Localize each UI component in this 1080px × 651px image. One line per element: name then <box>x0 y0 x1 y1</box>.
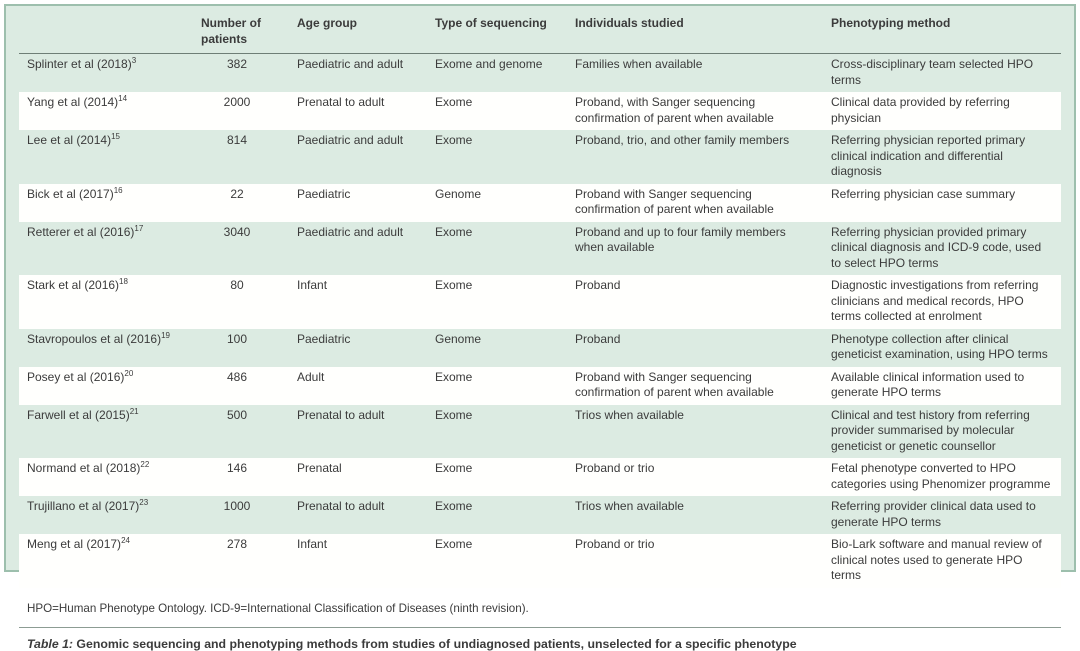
sequencing-cell: Exome <box>427 130 567 184</box>
individuals-cell: Trios when available <box>567 496 823 534</box>
table-row <box>19 54 1061 93</box>
sequencing-cell: Exome <box>427 222 567 276</box>
table-row <box>19 405 1061 459</box>
table-caption-label: Table 1: <box>27 637 73 651</box>
sequencing-cell: Genome <box>427 184 567 222</box>
table-caption <box>19 627 1061 651</box>
reference-superscript: 22 <box>140 460 149 469</box>
study-name: Posey et al (2016) <box>27 370 124 384</box>
patients-cell: 146 <box>187 458 289 496</box>
individuals-cell: Proband <box>567 329 823 367</box>
table-row <box>19 130 1061 184</box>
reference-superscript: 18 <box>119 277 128 286</box>
col-header-individuals: Individuals studied <box>567 6 823 54</box>
age-cell: Prenatal to adult <box>289 405 427 459</box>
study-name: Normand et al (2018) <box>27 461 140 475</box>
individuals-cell: Proband with Sanger sequencing confirmation of parent when available <box>567 367 823 405</box>
table-row <box>19 534 1061 588</box>
reference-superscript: 14 <box>118 94 127 103</box>
age-cell: Adult <box>289 367 427 405</box>
age-cell: Infant <box>289 275 427 329</box>
study-cell <box>19 534 187 588</box>
age-cell: Prenatal to adult <box>289 496 427 534</box>
study-name: Meng et al (2017) <box>27 537 121 551</box>
phenotyping-cell: Clinical and test history from referring provider summarised by molecular geneticist or genetic counsellor <box>823 405 1061 459</box>
study-cell <box>19 92 187 130</box>
age-cell: Infant <box>289 534 427 588</box>
patients-cell: 2000 <box>187 92 289 130</box>
col-header-patients: Number of patients <box>187 6 289 54</box>
study-name: Stark et al (2016) <box>27 278 119 292</box>
reference-superscript: 15 <box>111 132 120 141</box>
study-cell <box>19 329 187 367</box>
table-row <box>19 367 1061 405</box>
study-cell <box>19 496 187 534</box>
table-row <box>19 329 1061 367</box>
reference-superscript: 24 <box>121 536 130 545</box>
age-cell: Paediatric and adult <box>289 54 427 93</box>
study-cell <box>19 222 187 276</box>
individuals-cell: Families when available <box>567 54 823 93</box>
phenotyping-cell: Phenotype collection after clinical geneticist examination, using HPO terms <box>823 329 1061 367</box>
study-name: Yang et al (2014) <box>27 95 118 109</box>
table-row <box>19 184 1061 222</box>
reference-superscript: 16 <box>114 186 123 195</box>
table-row <box>19 458 1061 496</box>
individuals-cell: Proband, with Sanger sequencing confirmation of parent when available <box>567 92 823 130</box>
table-header <box>19 6 1061 54</box>
col-header-sequencing: Type of sequencing <box>427 6 567 54</box>
sequencing-cell: Exome <box>427 534 567 588</box>
phenotyping-cell: Referring physician case summary <box>823 184 1061 222</box>
individuals-cell: Proband or trio <box>567 458 823 496</box>
individuals-cell: Proband, trio, and other family members <box>567 130 823 184</box>
patients-cell: 22 <box>187 184 289 222</box>
header-row <box>19 6 1061 54</box>
table-row <box>19 496 1061 534</box>
sequencing-cell: Exome <box>427 367 567 405</box>
study-cell <box>19 405 187 459</box>
patients-cell: 100 <box>187 329 289 367</box>
study-cell <box>19 130 187 184</box>
phenotyping-cell: Clinical data provided by referring physician <box>823 92 1061 130</box>
study-table <box>19 6 1061 588</box>
table-row <box>19 92 1061 130</box>
study-name: Splinter et al (2018) <box>27 57 132 71</box>
patients-cell: 814 <box>187 130 289 184</box>
individuals-cell: Proband and up to four family members when available <box>567 222 823 276</box>
study-name: Trujillano et al (2017) <box>27 499 139 513</box>
col-header-study <box>19 6 187 54</box>
age-cell: Paediatric <box>289 329 427 367</box>
patients-cell: 500 <box>187 405 289 459</box>
individuals-cell: Proband <box>567 275 823 329</box>
sequencing-cell: Exome <box>427 92 567 130</box>
table-footnote: HPO=Human Phenotype Ontology. ICD-9=International Classification of Diseases (ninth revision). <box>19 588 1061 621</box>
col-header-age: Age group <box>289 6 427 54</box>
phenotyping-cell: Fetal phenotype converted to HPO categories using Phenomizer programme <box>823 458 1061 496</box>
phenotyping-cell: Cross-disciplinary team selected HPO terms <box>823 54 1061 93</box>
study-name: Retterer et al (2016) <box>27 225 134 239</box>
patients-cell: 3040 <box>187 222 289 276</box>
table-row <box>19 222 1061 276</box>
patients-cell: 80 <box>187 275 289 329</box>
study-name: Bick et al (2017) <box>27 187 114 201</box>
patients-cell: 1000 <box>187 496 289 534</box>
phenotyping-cell: Bio-Lark software and manual review of clinical notes used to generate HPO terms <box>823 534 1061 588</box>
individuals-cell: Trios when available <box>567 405 823 459</box>
table-frame <box>4 4 1076 572</box>
phenotyping-cell: Diagnostic investigations from referring clinicians and medical records, HPO terms collected at enrolment <box>823 275 1061 329</box>
study-name: Farwell et al (2015) <box>27 408 130 422</box>
phenotyping-cell: Referring physician provided primary clinical diagnosis and ICD-9 code, used to select HPO terms <box>823 222 1061 276</box>
age-cell: Paediatric and adult <box>289 222 427 276</box>
table-caption-text: Genomic sequencing and phenotyping methods from studies of undiagnosed patients, unselected for a specific phenotype <box>73 637 797 651</box>
individuals-cell: Proband or trio <box>567 534 823 588</box>
col-header-phenotyping: Phenotyping method <box>823 6 1061 54</box>
study-cell <box>19 54 187 93</box>
age-cell: Prenatal to adult <box>289 92 427 130</box>
sequencing-cell: Exome <box>427 496 567 534</box>
sequencing-cell: Exome <box>427 458 567 496</box>
study-name: Lee et al (2014) <box>27 133 111 147</box>
age-cell: Paediatric and adult <box>289 130 427 184</box>
table-row <box>19 275 1061 329</box>
sequencing-cell: Exome <box>427 275 567 329</box>
phenotyping-cell: Referring provider clinical data used to generate HPO terms <box>823 496 1061 534</box>
study-cell <box>19 184 187 222</box>
patients-cell: 382 <box>187 54 289 93</box>
sequencing-cell: Exome and genome <box>427 54 567 93</box>
sequencing-cell: Exome <box>427 405 567 459</box>
phenotyping-cell: Referring physician reported primary clinical indication and differential diagnosis <box>823 130 1061 184</box>
patients-cell: 278 <box>187 534 289 588</box>
reference-superscript: 23 <box>139 498 148 507</box>
phenotyping-cell: Available clinical information used to generate HPO terms <box>823 367 1061 405</box>
sequencing-cell: Genome <box>427 329 567 367</box>
reference-superscript: 3 <box>132 56 136 65</box>
study-cell <box>19 458 187 496</box>
table-body <box>19 54 1061 588</box>
reference-superscript: 20 <box>124 369 133 378</box>
study-cell <box>19 367 187 405</box>
study-name: Stavropoulos et al (2016) <box>27 332 161 346</box>
age-cell: Prenatal <box>289 458 427 496</box>
reference-superscript: 21 <box>130 407 139 416</box>
patients-cell: 486 <box>187 367 289 405</box>
individuals-cell: Proband with Sanger sequencing confirmation of parent when available <box>567 184 823 222</box>
age-cell: Paediatric <box>289 184 427 222</box>
reference-superscript: 17 <box>134 224 143 233</box>
reference-superscript: 19 <box>161 331 170 340</box>
study-cell <box>19 275 187 329</box>
